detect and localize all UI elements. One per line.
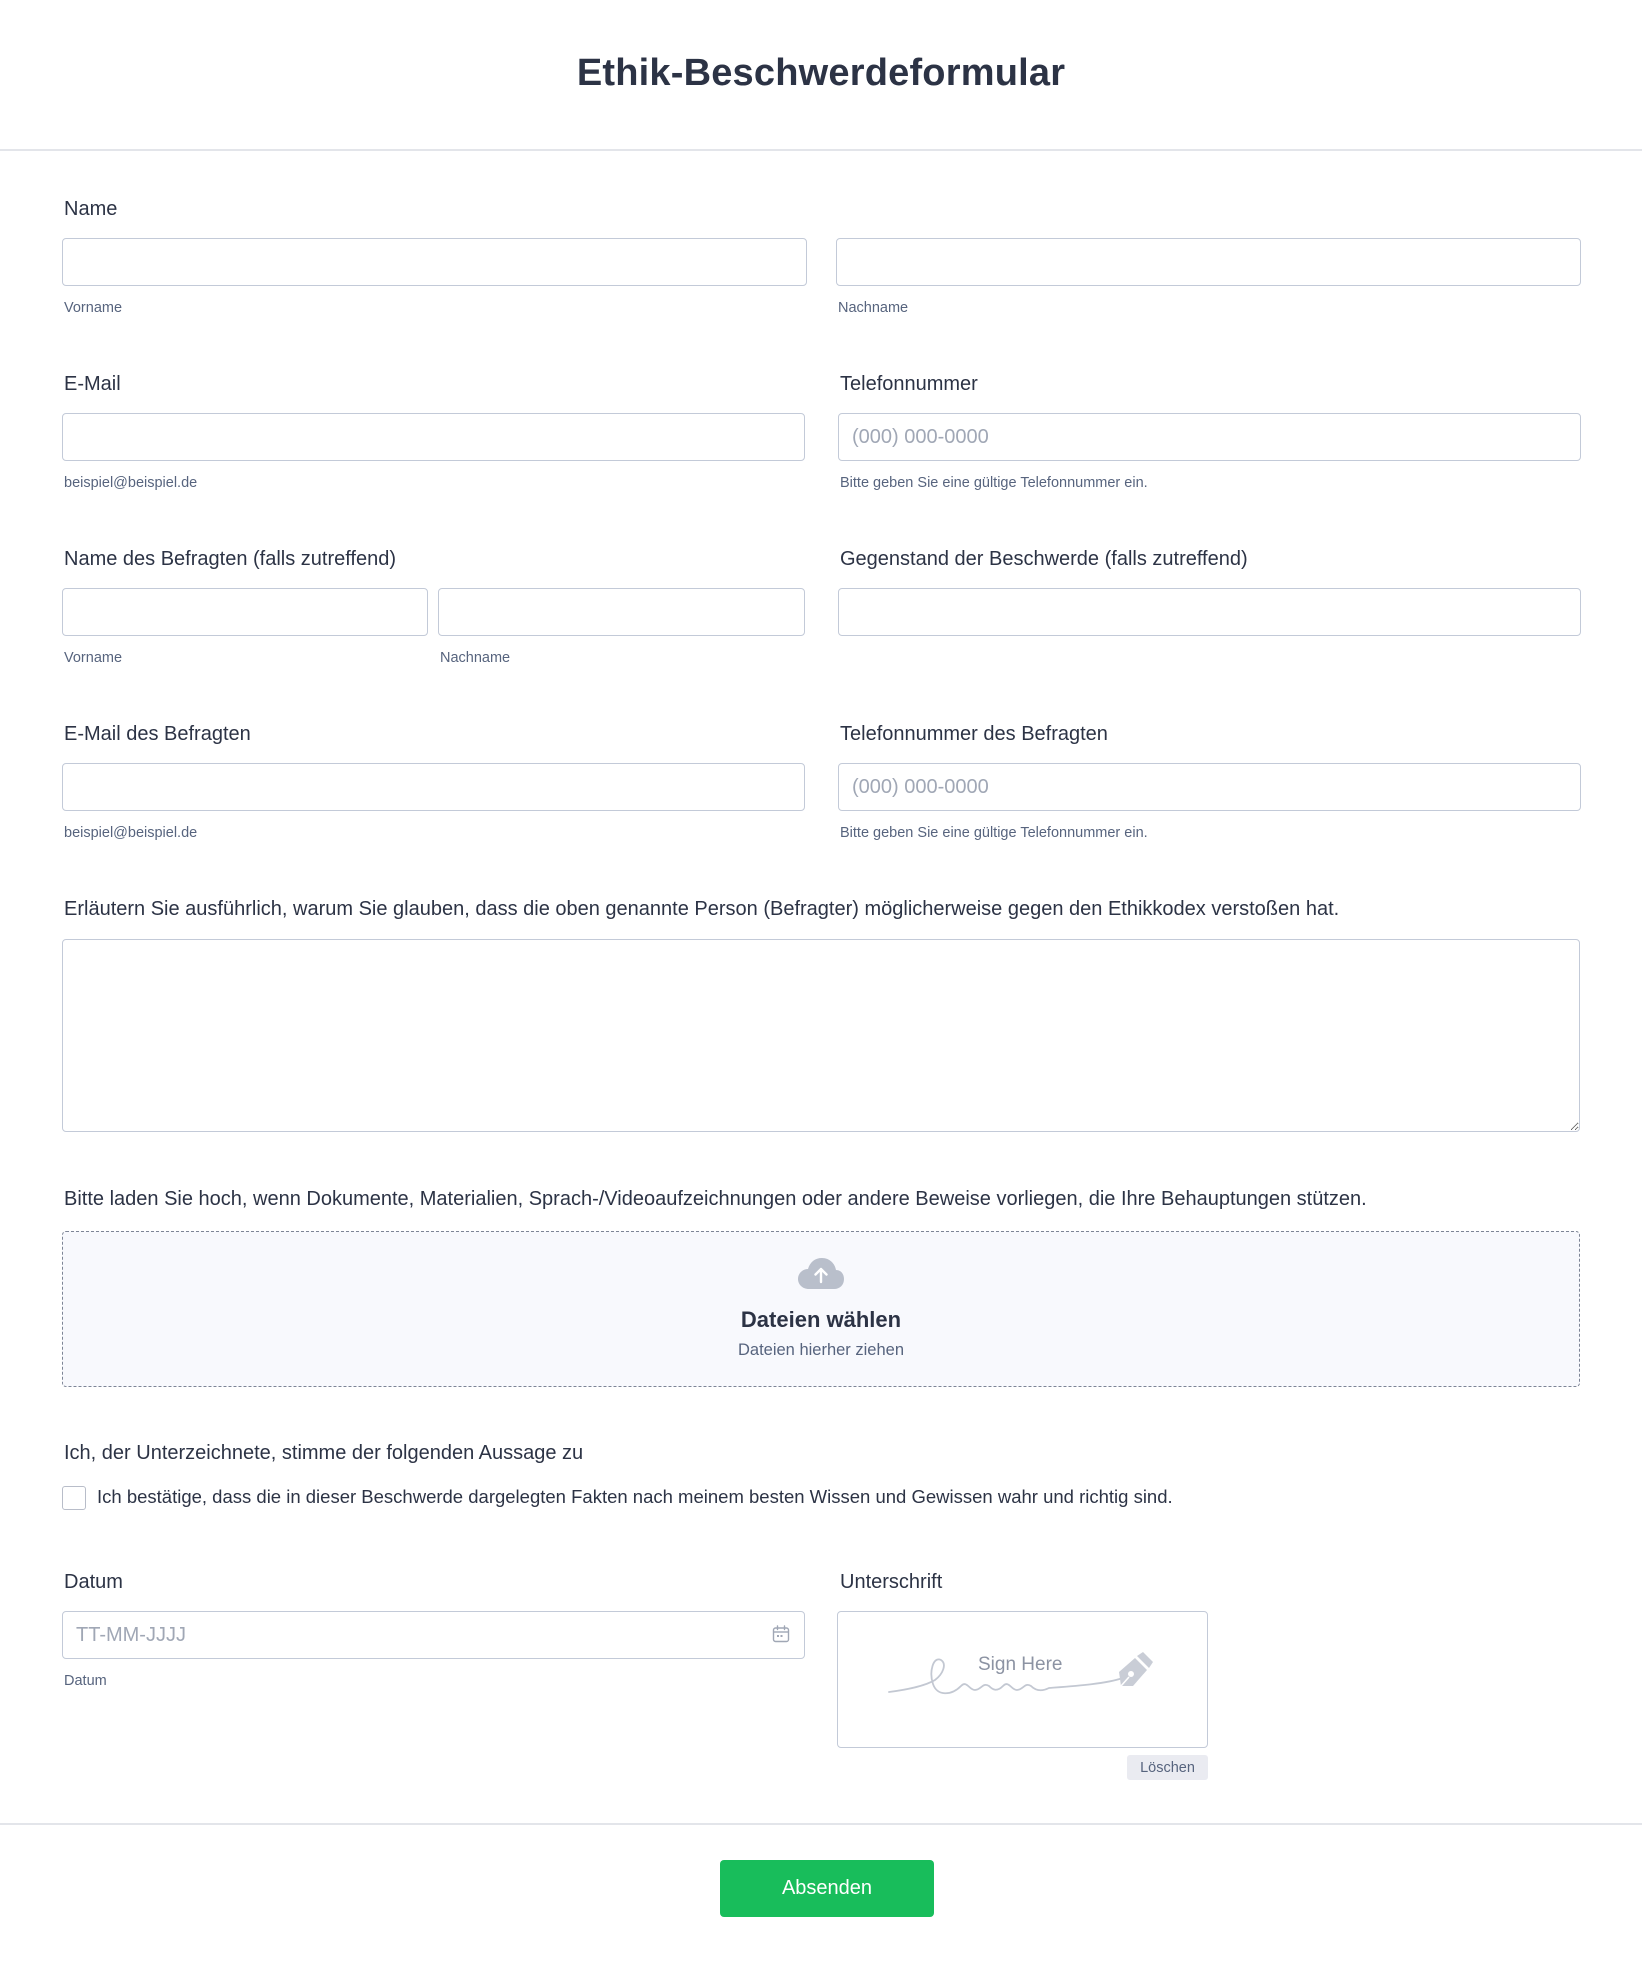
email-label: E-Mail (64, 373, 121, 395)
name-label: Name (64, 198, 118, 220)
signature-clear-button[interactable]: Löschen (1127, 1755, 1208, 1780)
last-name-input[interactable] (836, 238, 1581, 286)
phone-label: Telefonnummer (840, 373, 978, 395)
signature-pad[interactable] (837, 1611, 1208, 1748)
submit-button[interactable]: Absenden (720, 1860, 934, 1917)
footer-divider (0, 1823, 1642, 1825)
email-sublabel: beispiel@beispiel.de (64, 475, 198, 491)
cloud-upload-icon (797, 1257, 845, 1291)
respondent-phone-input[interactable] (838, 763, 1581, 811)
respondent-name-label: Name des Befragten (falls zutreffend) (64, 548, 397, 570)
explanation-textarea[interactable] (62, 939, 1580, 1132)
pen-nib-icon (1113, 1652, 1155, 1690)
date-sublabel: Datum (64, 1673, 107, 1689)
phone-input[interactable] (838, 413, 1581, 461)
file-upload-dropzone[interactable] (62, 1231, 1580, 1387)
signature-placeholder: Sign Here (978, 1654, 1063, 1675)
respondent-last-name-input[interactable] (438, 588, 805, 636)
respondent-first-name-sublabel: Vorname (64, 650, 123, 666)
respondent-email-label: E-Mail des Befragten (64, 723, 251, 745)
subject-input[interactable] (838, 588, 1581, 636)
respondent-phone-label: Telefonnummer des Befragten (840, 723, 1108, 745)
subject-label: Gegenstand der Beschwerde (falls zutreffend) (840, 548, 1248, 570)
consent-checkbox[interactable] (62, 1486, 86, 1510)
respondent-email-sublabel: beispiel@beispiel.de (64, 825, 198, 841)
respondent-phone-sublabel: Bitte geben Sie eine gültige Telefonnummer ein. (840, 825, 1148, 841)
form-header (0, 0, 1642, 151)
email-input[interactable] (62, 413, 805, 461)
consent-label: Ich, der Unterzeichnete, stimme der folgenden Aussage zu (64, 1442, 584, 1464)
date-input[interactable] (62, 1611, 805, 1659)
respondent-first-name-input[interactable] (62, 588, 428, 636)
signature-label: Unterschrift (840, 1571, 943, 1593)
phone-sublabel: Bitte geben Sie eine gültige Telefonnummer ein. (840, 475, 1148, 491)
calendar-icon[interactable] (772, 1625, 790, 1643)
respondent-last-name-sublabel: Nachname (440, 650, 511, 666)
date-label: Datum (64, 1571, 123, 1593)
upload-label: Bitte laden Sie hoch, wenn Dokumente, Materialien, Sprach-/Videoaufzeichnungen oder andere Beweise vorliegen, die Ihre Behauptungen stützen. (64, 1188, 1367, 1210)
form-title: Ethik-Beschwerdeformular (576, 52, 1066, 94)
respondent-email-input[interactable] (62, 763, 805, 811)
upload-title: Dateien wählen (740, 1307, 902, 1332)
first-name-input[interactable] (62, 238, 807, 286)
first-name-sublabel: Vorname (64, 300, 123, 316)
explanation-label: Erläutern Sie ausführlich, warum Sie glauben, dass die oben genannte Person (Befragter) möglicherweise gegen den Ethikkodex verstoßen hat. (64, 898, 1340, 920)
last-name-sublabel: Nachname (838, 300, 909, 316)
consent-checkbox-label[interactable]: Ich bestätige, dass die in dieser Beschwerde dargelegten Fakten nach meinem besten Wissen und Gewissen wahr und richtig sind. (97, 1486, 1173, 1507)
upload-subtitle: Dateien hierher ziehen (737, 1341, 905, 1359)
